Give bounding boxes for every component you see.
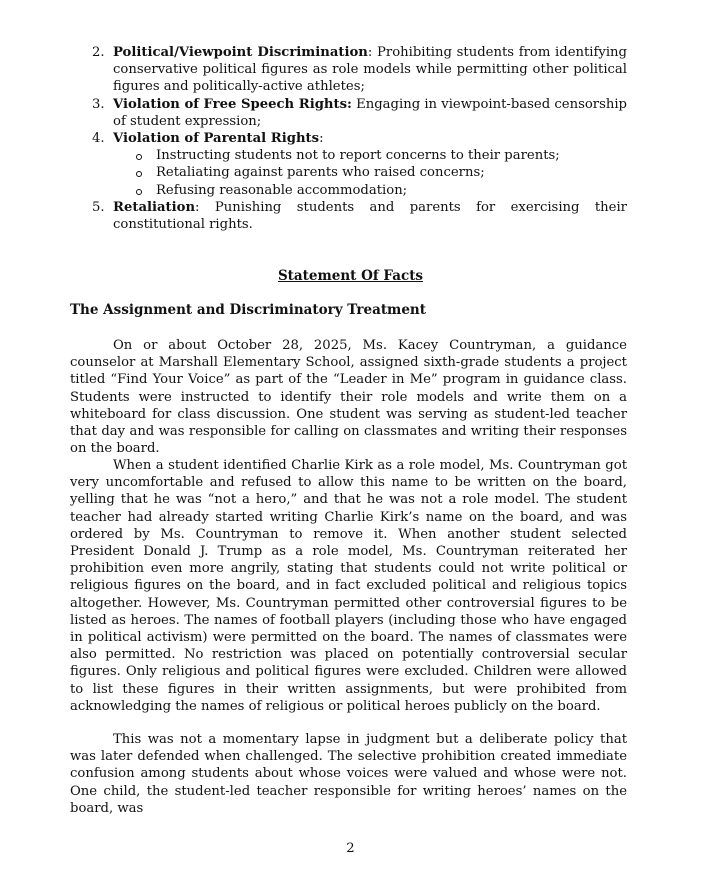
list-item-number: 5. [92,199,105,215]
sub-list-item-text: Instructing students not to report concerns to their parents; [156,148,560,164]
sub-list-item [70,164,627,181]
list-item-label: Violation of Free Speech Rights: [113,96,352,112]
section-title: Statement Of Facts [277,268,424,284]
body-paragraph: On or about October 28, 2025, Ms. Kacey Countryman, a guidance counselor at Marshall Elementary School, assigned sixth-grade students a project titled “Find Your Voice” as part of the “Leader in Me” program in guidance class. Students were instructed to identify their role models and write them on a whiteboard for class discussion. One student was serving as student-led teacher that day and was responsible for calling on classmates and writing their responses on the board. [70,338,627,457]
sub-list-item-text: Refusing reasonable accommodation; [156,182,408,198]
list-item [70,199,627,233]
list-item-number: 2. [92,45,105,60]
subsection-title: The Assignment and Discriminatory Treatment [70,302,426,318]
circle-bullet-icon [136,189,142,195]
sub-list-item-text: Retaliating against parents who raised concerns; [156,165,485,181]
list-item [70,96,627,130]
list-item [70,130,627,147]
list-item-label: Retaliation [113,199,196,215]
page-number: 2 [346,841,355,856]
list-item-text: : Punishing students and parents for exercising their constitutional rights. [113,199,627,233]
list-item-text: : [319,131,324,147]
claims-list [70,44,627,233]
sub-list-item [70,182,627,199]
list-item-label: Violation of Parental Rights [113,131,320,147]
list-item-number: 4. [92,131,105,147]
circle-bullet-icon [136,171,142,177]
sub-list-item [70,147,627,164]
list-item [70,44,627,96]
body-paragraph: This was not a momentary lapse in judgment but a deliberate policy that was later defended when challenged. The selective prohibition created immediate confusion among students about whose voices were valued and whose were not. One child, the student-led teacher responsible for writing heroes’ names on the board, was [70,732,627,816]
sub-list [70,147,627,199]
list-item-number: 3. [92,96,105,112]
list-item-text: Engaging in viewpoint-based censorship of student expression; [113,96,627,129]
circle-bullet-icon [136,154,142,160]
list-item-text: : Prohibiting students from identifying conservative political figures as role models while permitting other political figures and politically-active athletes; [113,45,627,95]
list-item-label: Political/Viewpoint Discrimination [113,45,368,60]
body-paragraph: When a student identified Charlie Kirk as a role model, Ms. Countryman got very uncomfortable and refused to allow this name to be written on the board, yelling that he was “not a hero,” and that he was not a role model. The student teacher had already started writing Charlie Kirk’s name on the board, and was ordered by Ms. Countryman to remove it. When another student selected President Donald J. Trump as a role model, Ms. Countryman reiterated her prohibition even more angrily, stating that students could not write political or religious figures on the board, and in fact excluded political and religious topics altogether. However, Ms. Countryman permitted other controversial figures to be listed as heroes. The names of football players (including those who have engaged in political activism) were permitted on the board. The names of classmates were also permitted. No restriction was placed on potentially controversial secular figures. Only religious and political figures were excluded. Children were allowed to list these figures in their written assignments, but were prohibited from acknowledging the names of religious or political heroes publicly on the board. [70,458,627,714]
